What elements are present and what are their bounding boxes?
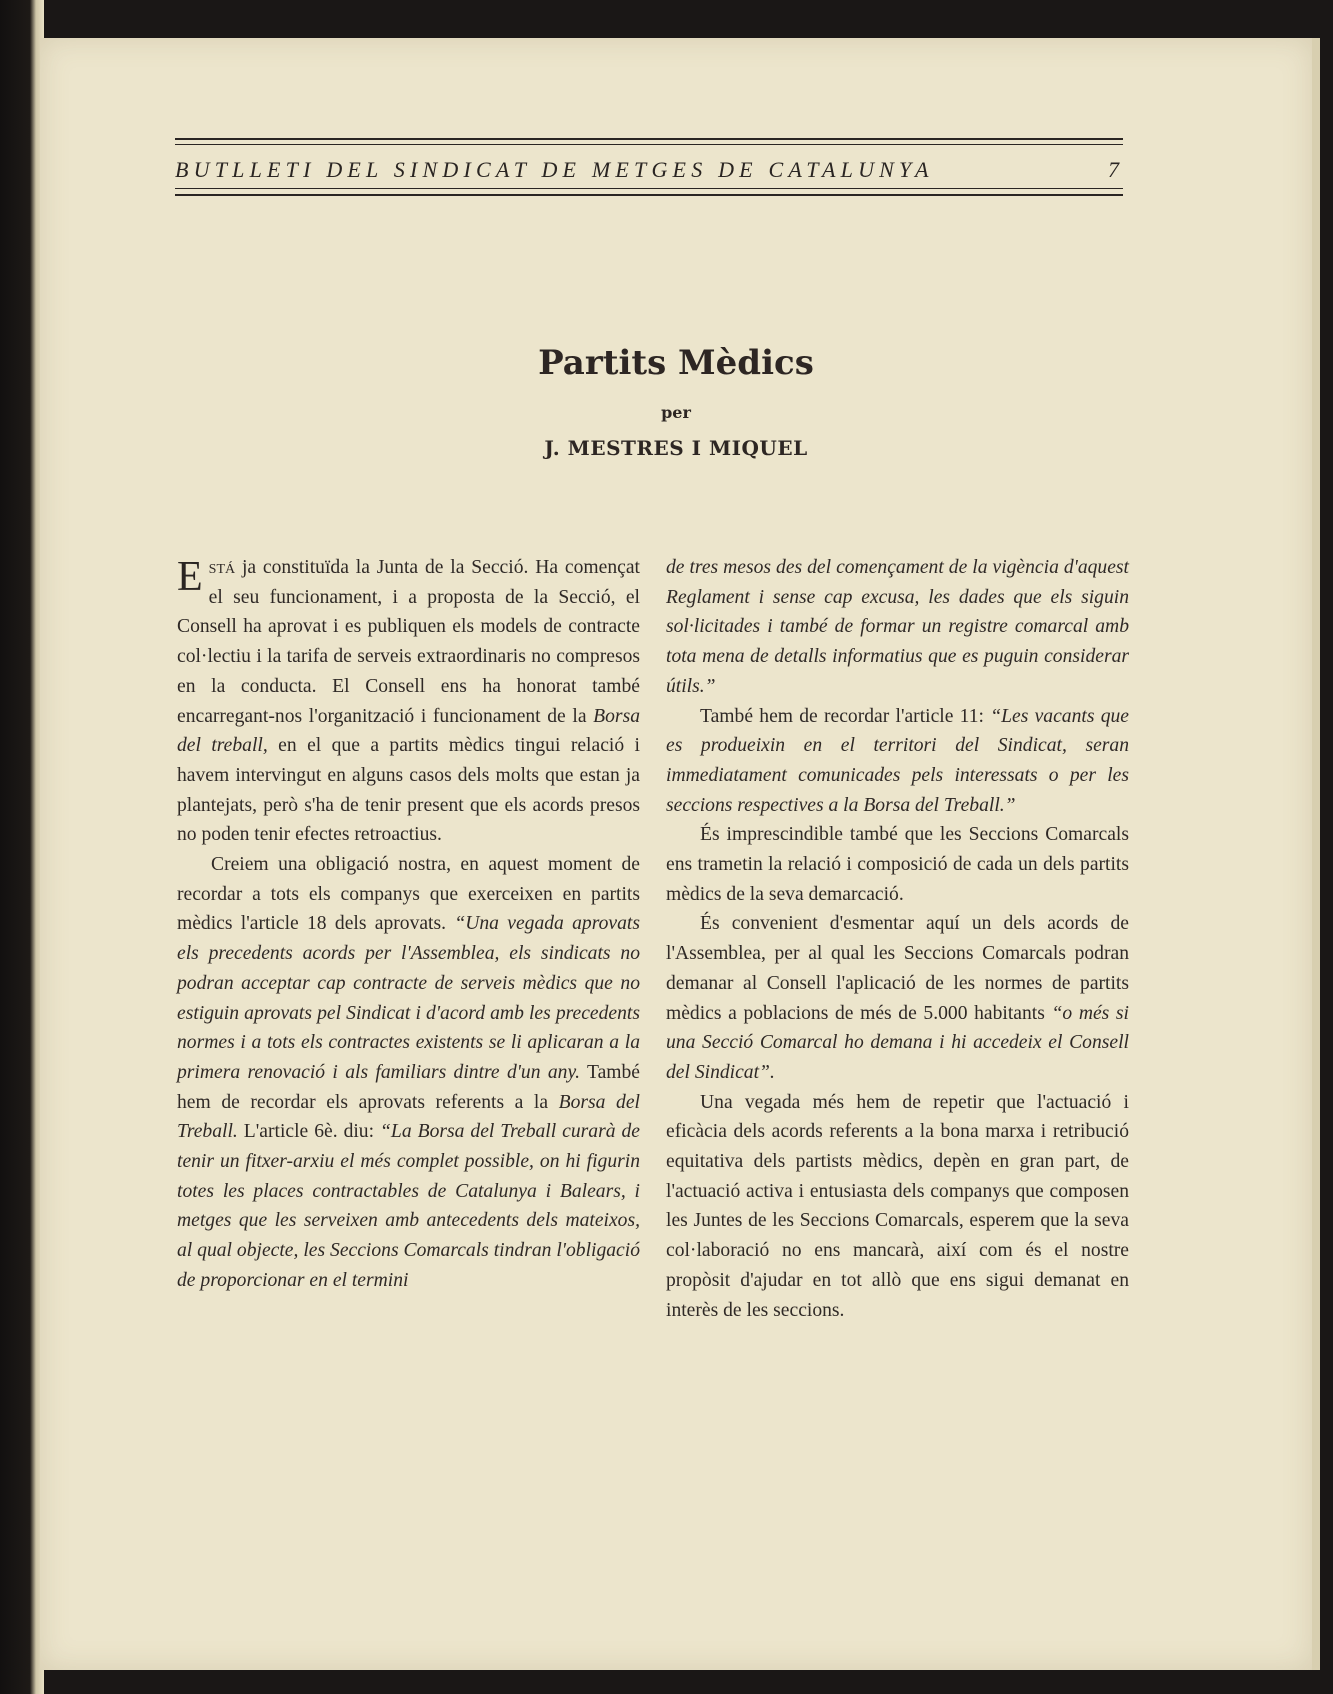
paragraph: de tres mesos des del començament de la vigència d'aquest Reglament i sense cap excusa, les dades que els siguin sol·licitades i també de formar un registre comarcal amb tota mena de detalls informatius que es puguin considerar útils.” <box>666 557 1129 697</box>
article-author: J. MESTRES I MIQUEL <box>544 436 808 460</box>
running-header <box>175 138 1123 238</box>
paragraph: Una vegada més hem de repetir que l'actuació i eficàcia dels acords referents a la bona marxa i retribució equitativa dels partists mèdics, depèn en gran part, de l'actuació activa i entusiasta dels companys que composen les Juntes de les Seccions Comarcals, esperem que la seva col·laboració no ens mancarà, així com és el nostre propòsit d'ajudar en tot allò que ens sigui demanat en interès de les seccions. <box>666 1091 1129 1321</box>
left-column <box>177 553 640 1296</box>
header-rule-bottom-thin <box>175 188 1123 189</box>
paragraph: Creiem una obligació nostra, en aquest moment de recordar a tots els companys que exerceixen en partits mèdics l'article 18 dels aprovats. “Una vegada aprovats els precedents acords per l'Assemblea, els sindicats no podran acceptar cap contracte de serveis mèdics que no estiguin aprovats pel Sindicat i d'acord amb les precedents normes i a tots els contractes existents se li aplicaran a la primera renovació i als familiars dintre d'un any. També hem de recordar els aprovats referents a la Borsa del Treball. L'article 6è. diu: “La Borsa del Treball curarà de tenir un fitxer-arxiu el més complet possible, on hi figurin totes les places contractables de Catalunya i Balears, i metges que les serveixen amb antecedents dels mateixos, al qual objecte, les Seccions Comarcals tindran l'obligació de proporcionar en el termini <box>177 854 641 1291</box>
header-text-row <box>175 155 1123 185</box>
page-number: 7 <box>1108 157 1123 182</box>
header-rule-top-thin <box>175 144 1123 145</box>
header-rule-top <box>175 138 1123 140</box>
paragraph: Está ja constituïda la Junta de la Secció. Ha començat el seu funcionament, i a proposta de la Secció, el Consell ha aprovat i es publiquen els models de contracte col·lectiu i la tarifa de serveis extraordinaris no compresos en la conducta. El Consell ens ha honorat també encarregant-nos l'organització i funcionament de la Borsa del treball, en el que a partits mèdics tingui relació i havem intervingut en alguns casos dels molts que estan ja plantejats, però s'ha de tenir present que els acords presos no poden tenir efectes retroactius. <box>177 554 640 846</box>
journal-title: BUTLLETI DEL SINDICAT DE METGES DE CATALUNYA <box>175 157 934 182</box>
article-title: Partits Mèdics <box>538 343 814 383</box>
paragraph: És imprescindible també que les Seccions Comarcals ens trametin la relació i composició de cada un dels partits mèdics de la seva demarcació. <box>666 824 1129 905</box>
page-right-edge <box>1312 38 1320 1670</box>
header-rule-bottom <box>175 194 1123 196</box>
paragraph: És convenient d'esmentar aquí un dels acords de l'Assemblea, per al qual les Seccions Comarcals podran demanar al Consell l'aplicació de les normes de partits mèdics a poblacions de més de 5.000 habitants “o més si una Secció Comarcal ho demana i hi accedeix el Consell del Sindicat”. <box>666 913 1129 1083</box>
paragraph: També hem de recordar l'article 11: “Les vacants que es produeixin en el territori del Sindicat, seran immediatament comunicades pels interessats o per les seccions respectives a la Borsa del Treball.” <box>666 705 1130 816</box>
right-column <box>666 553 1129 1325</box>
drop-cap: E <box>177 554 203 600</box>
byline-per: per <box>661 403 691 422</box>
page <box>40 38 1312 1670</box>
book-spine-edge <box>0 0 44 1694</box>
